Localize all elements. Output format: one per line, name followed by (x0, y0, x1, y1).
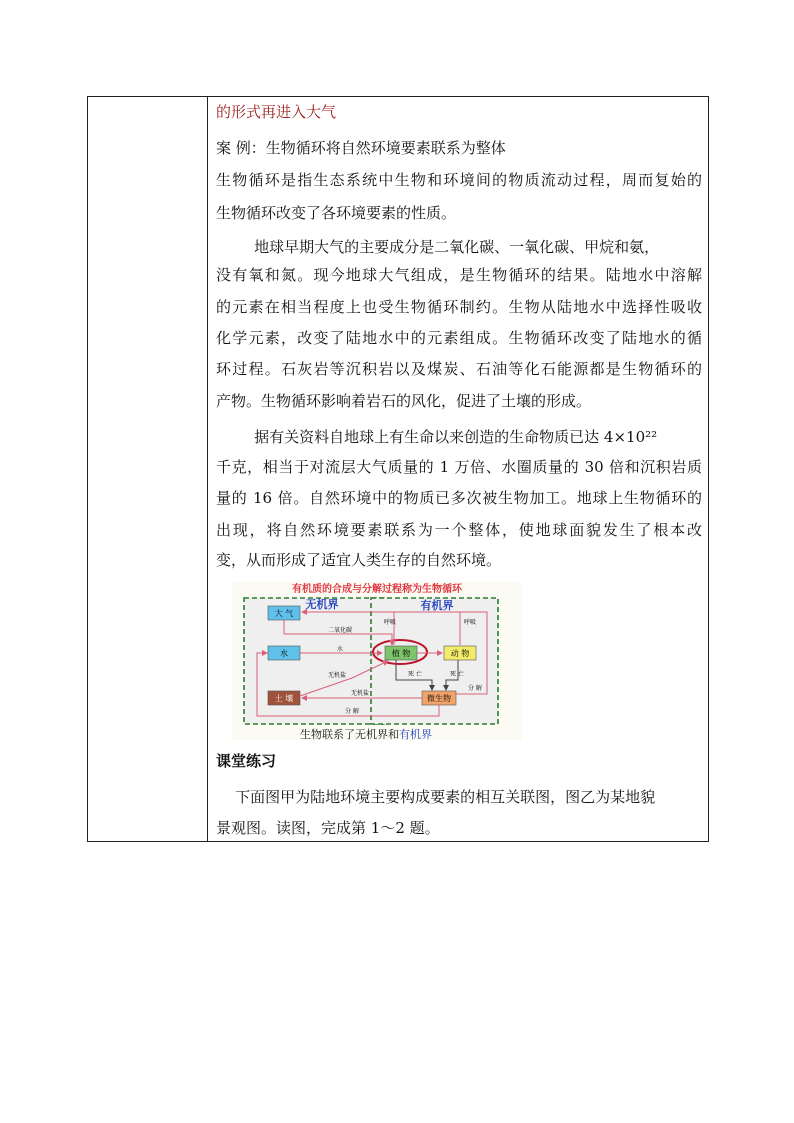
text-line-13: 量的 16 倍。自然环境中的物质已多次被生物加工。地球上生物循环的 (216, 489, 702, 507)
atmosphere-label: 大 气 (274, 609, 294, 618)
organic-label: 有机界 (420, 599, 454, 612)
co2-label: 二氧化碳 (327, 627, 353, 634)
inorganic-label: 无机界 (305, 598, 339, 611)
column-divider (207, 97, 208, 841)
text-line-18: 景观图。读图，完成第 1～2 题。 (216, 819, 440, 837)
text-line-1: 的形式再进入大气 (216, 103, 337, 121)
water-label: 水 (280, 649, 288, 658)
decompose-label-2: 分 解 (345, 708, 359, 715)
text-line-3: 生物循环是指生态系统中生物和环境间的物质流动过程，周而复始的 (216, 171, 702, 189)
text-line-10: 产物。生物循环影响着岩石的风化，促进了土壤的形成。 (216, 392, 592, 410)
text-line-4: 生物循环改变了各环境要素的性质。 (216, 204, 457, 222)
soil-label: 土 壤 (274, 694, 294, 703)
text-line-9: 环过程。石灰岩等沉积岩以及煤炭、石油等化石能源都是生物循环的 (216, 360, 702, 378)
caption-text: 生物联系了无机界和 (300, 728, 399, 741)
section-heading-practice: 课堂练习 (216, 752, 277, 770)
microbe-label: 微生物 (427, 694, 451, 703)
water-flow-label: 水 (336, 646, 344, 653)
text-line-5: 地球早期大气的主要成分是二氧化碳、一氧化碳、甲烷和氨， (216, 238, 660, 256)
salt-label-2: 无机盐 (350, 690, 370, 697)
text-line-7: 的元素在相当程度上也受生物循环制约。生物从陆地水中选择性吸收 (216, 298, 702, 316)
death-label-2: 死 亡 (450, 671, 464, 678)
text-line-15: 变，从而形成了适宜人类生存的自然环境。 (216, 551, 502, 569)
death-label-1: 死 亡 (408, 671, 422, 678)
case-heading: 案 例：生物循环将自然环境要素联系为整体 (216, 139, 506, 157)
animal-label: 动 物 (450, 649, 470, 658)
text-line-17: 下面图甲为陆地环境主要构成要素的相互关联图，图乙为某地貌 (216, 788, 656, 806)
salt-label-1: 无机盐 (327, 672, 347, 679)
diagram-title: 有机质的合成与分解过程称为生物循环 (292, 584, 462, 595)
respire-label-1: 呼吸 (384, 619, 397, 626)
respire-label-2: 呼吸 (464, 619, 477, 626)
text-line-11: 据有关资料自地球上有生命以来创造的生命物质已达 4×10²² (216, 428, 658, 446)
text-line-8: 化学元素，改变了陆地水中的元素组成。生物循环改变了陆地水的循 (216, 329, 702, 347)
caption-highlight: 有机界 (399, 728, 432, 741)
diagram-caption (300, 726, 432, 742)
decompose-label-1: 分 解 (468, 685, 482, 692)
text-line-14: 出现，将自然环境要素联系为一个整体，使地球面貌发生了根本改 (216, 521, 702, 539)
table-frame (87, 96, 709, 842)
inorganic-region (244, 598, 384, 724)
text-line-12: 千克，相当于对流层大气质量的 1 万倍、水圈质量的 30 倍和沉积岩质 (216, 458, 702, 476)
plant-label: 植 物 (391, 649, 411, 658)
text-line-6: 没有氧和氮。现今地球大气组成，是生物循环的结果。陆地水中溶解 (216, 266, 702, 284)
biological-cycle-diagram (232, 582, 522, 740)
